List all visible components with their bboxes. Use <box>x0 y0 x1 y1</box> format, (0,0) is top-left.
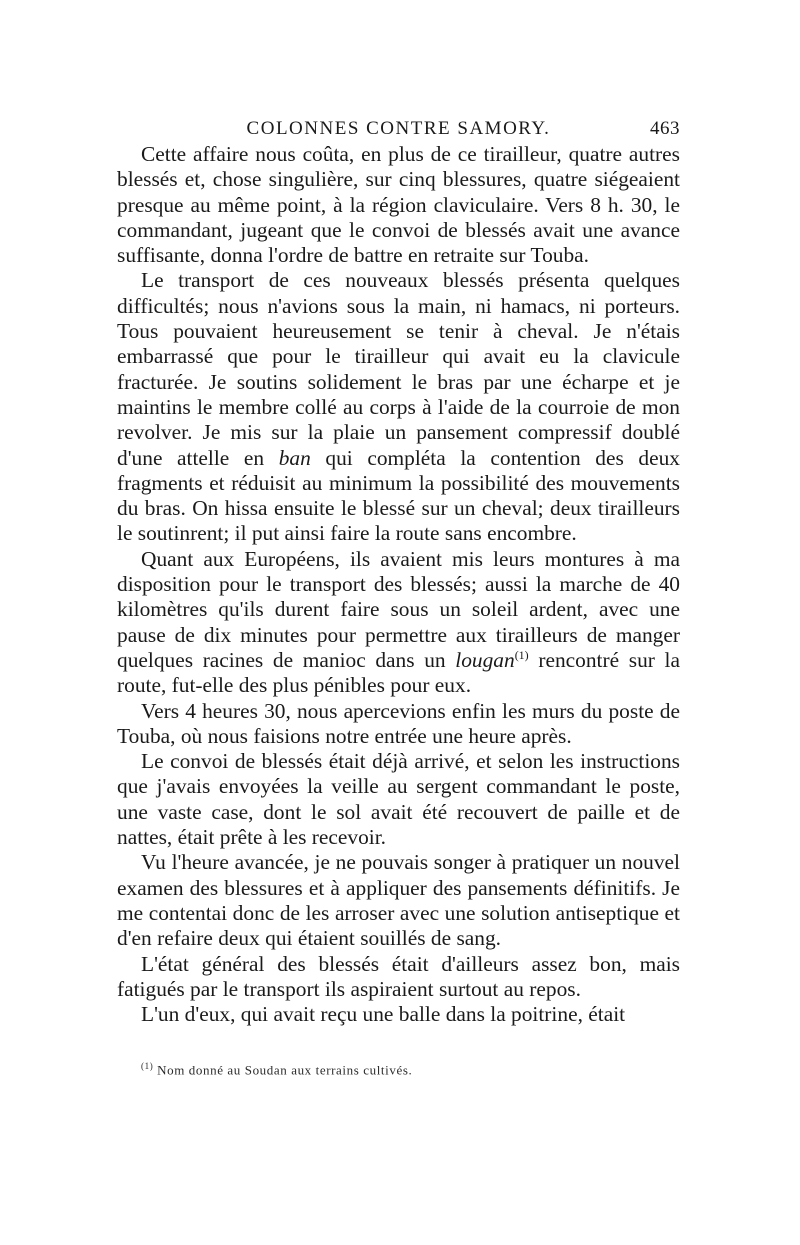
paragraph-1: Cette affaire nous coûta, en plus de ce tirailleur, quatre autres blessés et, chose singulière, sur cinq blessures, quatre siégeaient presque au même point, à la région claviculaire. Vers 8 h. 30, le commandant, jugeant que le convoi de blessés avait une avance suffisante, donna l'ordre de battre en retraite sur Touba. <box>117 142 680 268</box>
paragraph-8: L'un d'eux, qui avait reçu une balle dans la poitrine, était <box>141 1002 626 1027</box>
footnote-reference[interactable]: (1) <box>514 647 529 662</box>
italic-term-lougan: lougan <box>455 647 515 672</box>
italic-term-ban: ban <box>278 445 311 470</box>
book-page <box>117 112 680 1079</box>
paragraph-3: Quant aux Européens, ils avaient mis leurs montures à ma disposition pour le transport des blessés; aussi la marche de 40 kilomètres qu'ils durent faire sous un soleil ardent, avec une pause de dix minutes pour permettre aux tirailleurs de manger quelques racines de manioc dans un lougan$^{(1)}$ rencontré sur la route, fut-elle des plus pénibles pour eux. <box>117 546 680 698</box>
footnote <box>117 1061 680 1078</box>
paragraph-7: L'état général des blessés était d'ailleurs assez bon, mais fatigués par le transport ils aspiraient surtout au repos. <box>117 951 680 1001</box>
paragraph-5: Le convoi de blessés était déjà arrivé, et selon les instructions que j'avais envoyées la veille au sergent commandant le poste, une vaste case, dont le sol avait été recouvert de paille et de nattes, était prête à les recevoir. <box>117 749 680 850</box>
page-header <box>117 112 680 142</box>
paragraph-2: Le transport de ces nouveaux blessés présenta quelques difficultés; nous n'avions sous la main, ni hamacs, ni porteurs. Tous pouvaient heureusement se tenir à cheval. Je n'étais embarrassé que pour le tirailleur qui avait eu la clavicule fracturée. Je soutins solidement le bras par une écharpe et je maintins le membre collé au corps à l'aide de la courroie de mon revolver. Je mis sur la plaie un pansement compressif doublé d'une attelle en ban qui compléta la contention des deux fragments et réduisit au minimum la possibilité des mouvements du bras. On hissa ensuite le blessé sur un cheval; deux tirailleurs le soutinrent; il put ainsi faire la route sans encombre. <box>117 268 680 546</box>
page-number: 463 <box>650 118 680 139</box>
footnote-marker: (1) <box>141 1061 154 1072</box>
paragraph-6: Vu l'heure avancée, je ne pouvais songer à pratiquer un nouvel examen des blessures et à appliquer des pansements définitifs. Je me contentai donc de les arroser avec une solution antiseptique et d'en refaire deux qui étaient souillés de sang. <box>117 850 680 951</box>
body-text <box>117 142 680 1027</box>
running-title: COLONNES CONTRE SAMORY. <box>246 118 551 139</box>
paragraph-4: Vers 4 heures 30, nous apercevions enfin les murs du poste de Touba, où nous faisions notre entrée une heure après. <box>117 698 680 748</box>
footnote-text: Nom donné au Soudan aux terrains cultivés. <box>157 1062 413 1078</box>
